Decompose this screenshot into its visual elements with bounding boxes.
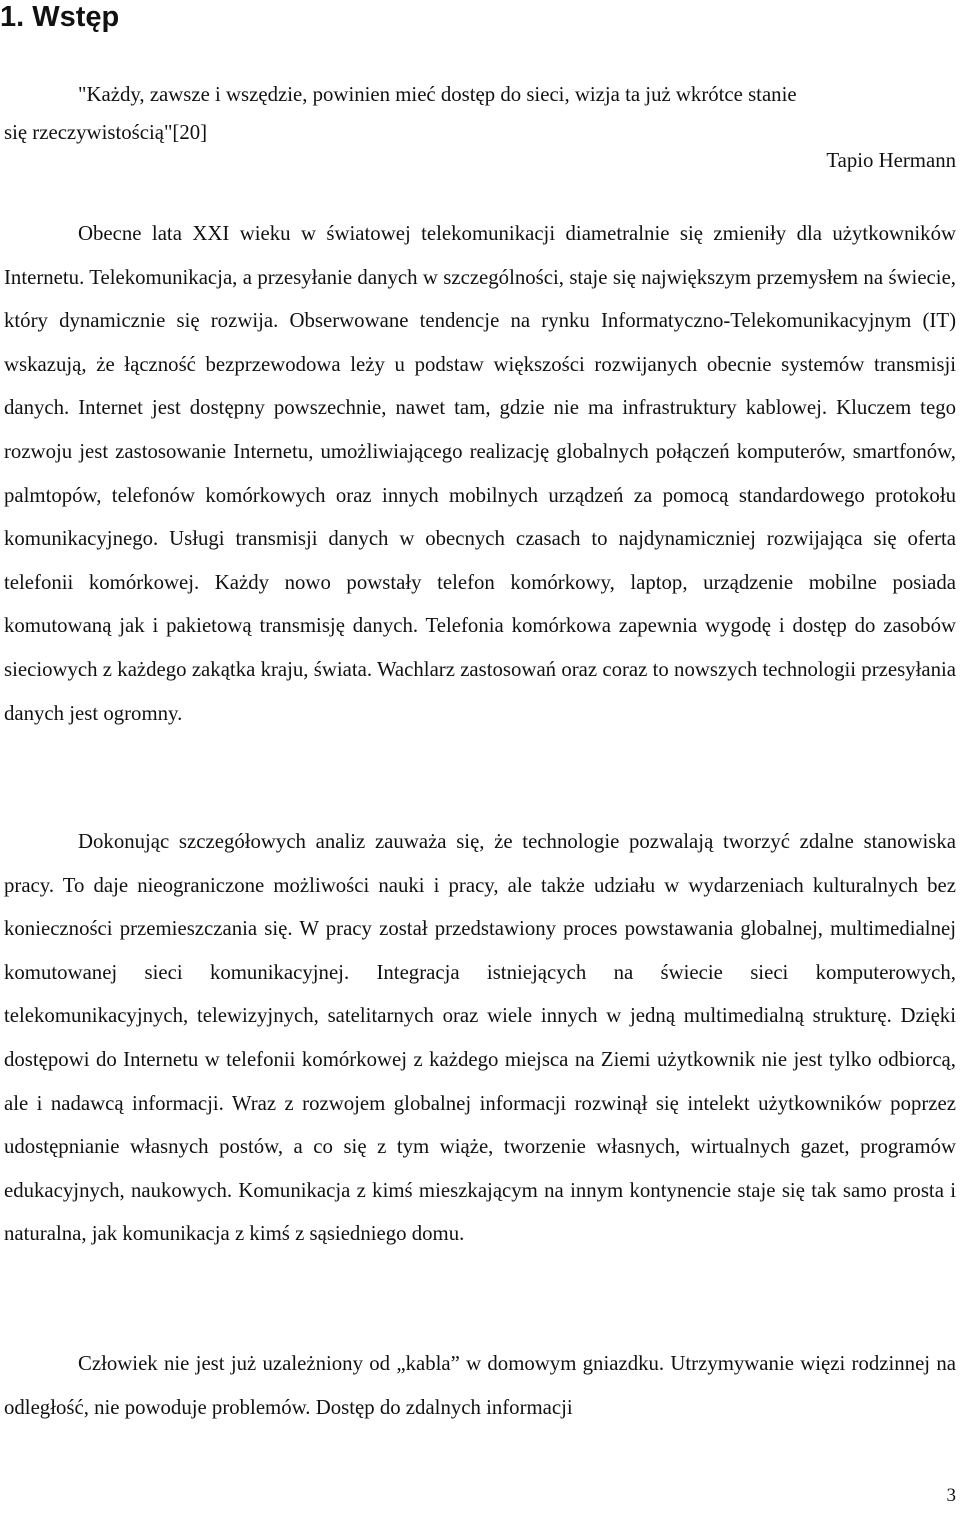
paragraph: Dokonując szczegółowych analiz zauważa się, że technologie pozwalają tworzyć zdalne stanowiska pracy. To daje nieograniczone możliwości nauki i pracy, ale także udziału w wydarzeniach kulturalnych bez konieczności przemieszczania się. W pracy został przedstawiony proces powstawania globalnej, multimedialnej komutowanej sieci komunikacyjnej. Integracja istniejących na świecie sieci komputerowych, telekomunikacyjnych, telewizyjnych, satelitarnych oraz wiele innych w jedną multimedialną strukturę. Dzięki dostępowi do Internetu w telefonii komórkowej z każdego miejsca na Ziemi użytkownik nie jest tylko odbiorcą, ale i nadawcą informacji. Wraz z rozwojem globalnej informacji rozwinął się intelekt użytkowników poprzez udostępnianie własnych postów, a co się z tym wiąże, tworzenie własnych, wirtualnych gazet, programów edukacyjnych, naukowych. Komunikacja z kimś mieszkającym na innym kontynencie staje się tak samo prosta i naturalna, jak komunikacja z kimś z sąsiedniego domu. (4, 830, 956, 1246)
epigraph-quote-line1: "Każdy, zawsze i wszędzie, powinien mieć dostęp do sieci, wizja ta już wkrótce stanie (78, 83, 797, 106)
page-number: 3 (946, 1485, 956, 1506)
epigraph-quote-line2: się rzeczywistością"[20] (4, 121, 208, 144)
paragraph: Człowiek nie jest już uzależniony od „kabla” w domowym gniazdku. Utrzymywanie więzi rodzinnej na odległość, nie powoduje problemów. Dostęp do zdalnych informacji (4, 1352, 956, 1419)
epigraph-attribution: Tapio Hermann (826, 149, 956, 172)
chapter-heading: 1. Wstęp (0, 1, 120, 33)
paragraph: Obecne lata XXI wieku w światowej telekomunikacji diametralnie się zmieniły dla użytkowników Internetu. Telekomunikacja, a przesyłanie danych w szczególności, staje się największym przemysłem na świecie, który dynamicznie się rozwija. Obserwowane tendencje na rynku Informatyczno-Telekomunikacyjnym (IT) wskazują, że łączność bezprzewodowa leży u podstaw większości rozwijanych obecnie systemów transmisji danych. Internet jest dostępny powszechnie, nawet tam, gdzie nie ma infrastruktury kablowej. Kluczem tego rozwoju jest zastosowanie Internetu, umożliwiającego realizację globalnych połączeń komputerów, smartfonów, palmtopów, telefonów komórkowych oraz innych mobilnych urządzeń za pomocą standardowego protokołu komunikacyjnego. Usługi transmisji danych w obecnych czasach to najdynamiczniej rozwijająca się oferta telefonii komórkowej. Każdy nowo powstały telefon komórkowy, laptop, urządzenie mobilne posiada komutowaną jak i pakietową transmisję danych. Telefonia komórkowa zapewnia wygodę i dostęp do zasobów sieciowych z każdego zakątka kraju, świata. Wachlarz zastosowań oraz coraz to nowszych technologii przesyłania danych jest ogromny. (4, 222, 956, 725)
